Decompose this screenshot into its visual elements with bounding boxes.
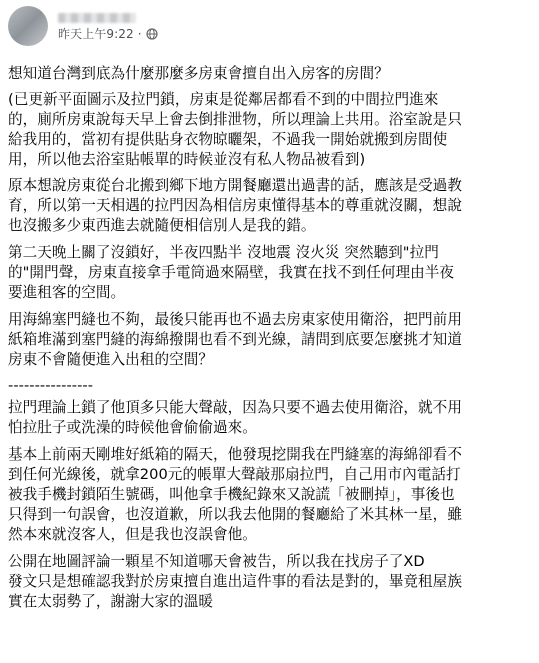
post-text-line: 然本來就沒客人，但是我也沒誤會他。	[8, 526, 257, 543]
post-paragraph	[8, 243, 534, 303]
post-text-line: 只得到一句誤會，也沒道歉，所以我去他開的餐廳給了米其林一星，雖	[8, 506, 462, 523]
post-text-line: 紙箱堆滿到塞門縫的海綿撥開也看不到光線，請問到底要怎麼挑才知道	[8, 331, 462, 348]
author-name-blurred[interactable]	[58, 13, 136, 23]
post-text-line: 被我手機封鎖陌生號碼，叫他拿手機紀錄來又說謊「被刪掉」，事後也	[8, 486, 455, 503]
post-body	[8, 58, 534, 612]
post-paragraph	[8, 310, 534, 370]
post-text-line: 基本上前兩天剛堆好紙箱的隔天，他發現挖開我在門縫塞的海綿卻看不	[8, 446, 462, 463]
post-paragraph	[8, 552, 534, 612]
post-paragraph	[8, 376, 534, 396]
post-text-line: 想知道台灣到底為什麼那麼多房東會擅自出入房客的房間？	[8, 65, 389, 82]
post-text-line: ----------------	[8, 377, 94, 394]
globe-icon[interactable]	[146, 28, 158, 40]
post-text-line: 要進租客的空間。	[8, 284, 126, 301]
post-text-line: (已更新平面圖示及拉門鎖，房東是從鄰居都看不到的中間拉門進來	[8, 91, 439, 108]
post-text-line: 的，廁所房東說每天早上會去倒排泄物，所以理論上共用。浴室說是只	[8, 111, 462, 128]
post-paragraph	[8, 90, 534, 170]
post-text-line: 公開在地圖評論一顆星不知道哪天會被告，所以我在找房子了XD	[8, 553, 425, 570]
post-text-line: 育，所以第一天相遇的拉門因為相信房東懂得基本的尊重就沒關，想說	[8, 197, 462, 214]
avatar[interactable]	[8, 6, 48, 46]
post-text-line: 也沒搬多少東西進去就隨便相信別人是我的錯。	[8, 217, 316, 234]
post-text-line: 拉門理論上鎖了他頂多只能大聲敲，因為只要不過去使用衛浴，就不用	[8, 399, 462, 416]
timestamp[interactable]: 昨天上午9:22	[58, 27, 134, 41]
post-paragraph	[8, 445, 534, 545]
post-text-line: 用，所以他去浴室貼帳單的時候並沒有私人物品被看到)	[8, 151, 366, 168]
post-text-line: 第二天晚上關了沒鎖好，半夜四點半 沒地震 沒火災 突然聽到"拉門	[8, 244, 439, 261]
post-text-line: 的"開門聲，房東直接拿手電筒過來隔壁，我實在找不到任何理由半夜	[8, 264, 455, 281]
post-text-line: 房東不會隨便進入出租的空間？	[8, 351, 214, 368]
post-text-line: 給我用的，當初有提供貼身衣物晾曬架，不過我一開始就搬到房間使	[8, 131, 448, 148]
post-paragraph	[8, 176, 534, 236]
post-paragraph	[8, 398, 534, 438]
post-text-line: 到任何光線後，就拿200元的帳單大聲敲那扇拉門，自己用市內電話打	[8, 466, 461, 483]
separator-dot: ·	[137, 27, 142, 41]
post-text-line: 怕拉肚子或洗澡的時候他會偷偷過來。	[8, 419, 257, 436]
timestamp-line	[58, 27, 158, 41]
post-header	[8, 6, 158, 46]
post-text-line: 實在太弱勢了，謝謝大家的溫暖	[8, 593, 214, 610]
post-text-line: 用海綿塞門縫也不夠，最後只能再也不過去房東家使用衛浴，把門前用	[8, 311, 462, 328]
post-paragraph	[8, 64, 534, 84]
post-text-line: 發文只是想確認我對於房東擅自進出這件事的看法是對的，畢竟租屋族	[8, 573, 462, 590]
post-text-line: 原本想說房東從台北搬到鄉下地方開餐廳還出過書的話，應該是受過教	[8, 177, 462, 194]
post-meta	[58, 11, 158, 41]
